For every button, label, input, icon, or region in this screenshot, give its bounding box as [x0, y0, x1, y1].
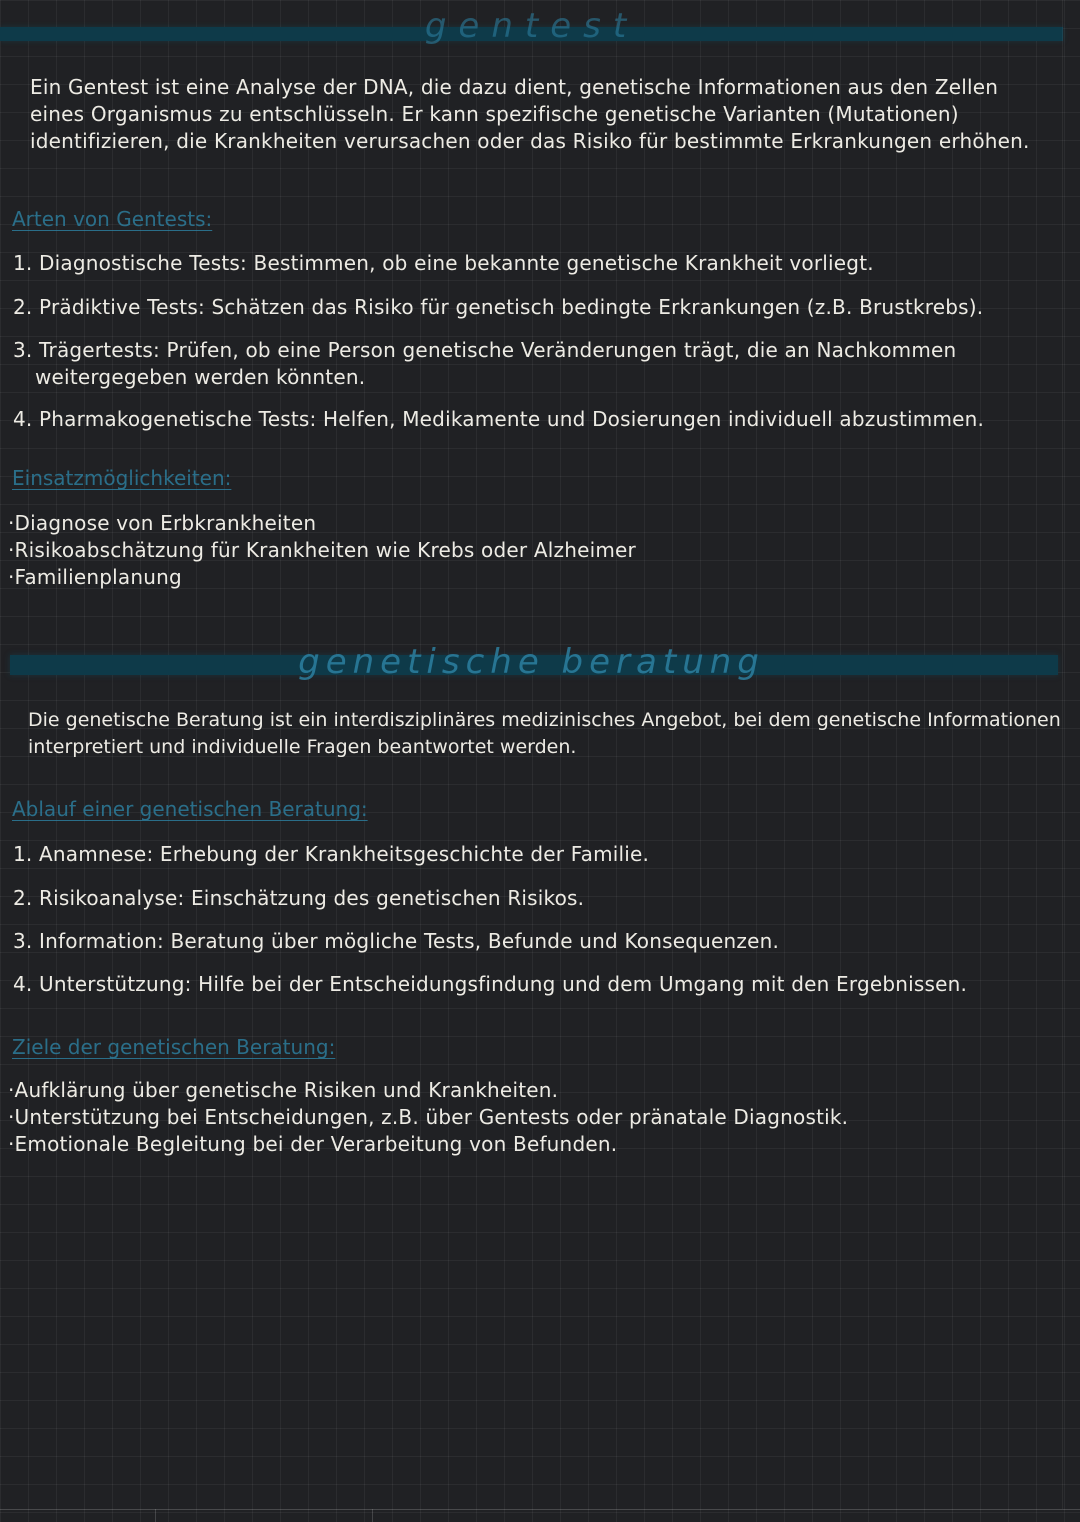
bullet-item: ·Risikoabschätzung für Krankheiten wie Krebs oder Alzheimer: [8, 538, 636, 562]
grid-tick: [155, 1509, 156, 1522]
numbered-item: 3. Trägertests: Prüfen, ob eine Person genetische Veränderungen trägt, die an Nachkommen weitergegeben werden könnten.: [13, 338, 957, 389]
numbered-item: 3. Information: Beratung über mögliche Tests, Befunde und Konsequenzen.: [13, 929, 780, 953]
page-right-edge: [1062, 0, 1063, 1509]
numbered-item: 2. Prädiktive Tests: Schätzen das Risiko für genetisch bedingte Erkrankungen (z.B. Brustkrebs).: [13, 295, 984, 319]
subsection-heading-einsatz: Einsatzmöglichkeiten:: [12, 466, 232, 490]
numbered-item: 1. Diagnostische Tests: Bestimmen, ob eine bekannte genetische Krankheit vorliegt.: [13, 251, 874, 275]
grid-tick: [372, 1509, 373, 1522]
subsection-heading-ablauf: Ablauf einer genetischen Beratung:: [12, 797, 368, 821]
page-bottom-edge: [0, 1509, 1080, 1510]
bullet-list-einsatz: [8, 510, 1048, 591]
numbered-item: 2. Risikoanalyse: Einschätzung des genetischen Risikos.: [13, 886, 585, 910]
section-title-beratung: genetische beratung: [298, 642, 765, 682]
bullet-item: ·Familienplanung: [8, 565, 182, 589]
section-title-gentest: gentest: [424, 6, 639, 46]
subsection-heading-arten: Arten von Gentests:: [12, 207, 213, 231]
bullet-item: ·Aufklärung über genetische Risiken und Krankheiten.: [8, 1078, 559, 1102]
bullet-item: ·Emotionale Begleitung bei der Verarbeitung von Befunden.: [8, 1132, 618, 1156]
intro-paragraph-gentest: Ein Gentest ist eine Analyse der DNA, die dazu dient, genetische Informationen aus den Zellen eines Organismus zu entschlüsseln. Er kann spezifische genetische Varianten (Mutationen) identifizieren, die Krankheiten verursachen oder das Risiko für bestimmte Erkrankungen erhöhen.: [30, 75, 1030, 153]
intro-paragraph-beratung: Die genetische Beratung ist ein interdisziplinäres medizinisches Angebot, bei dem genetische Informationen interpretiert und individuelle Fragen beantwortet werden.: [28, 709, 1061, 758]
bullet-item: ·Unterstützung bei Entscheidungen, z.B. über Gentests oder pränatale Diagnostik.: [8, 1105, 849, 1129]
numbered-item: 4. Pharmakogenetische Tests: Helfen, Medikamente und Dosierungen individuell abzustimmen.: [13, 407, 985, 431]
numbered-item: 4. Unterstützung: Hilfe bei der Entscheidungsfindung und dem Umgang mit den Ergebnissen.: [13, 972, 968, 996]
subsection-heading-ziele: Ziele der genetischen Beratung:: [12, 1035, 336, 1059]
numbered-item: 1. Anamnese: Erhebung der Krankheitsgeschichte der Familie.: [13, 842, 650, 866]
bullet-list-ziele: [8, 1077, 1048, 1158]
bullet-item: ·Diagnose von Erbkrankheiten: [8, 511, 317, 535]
